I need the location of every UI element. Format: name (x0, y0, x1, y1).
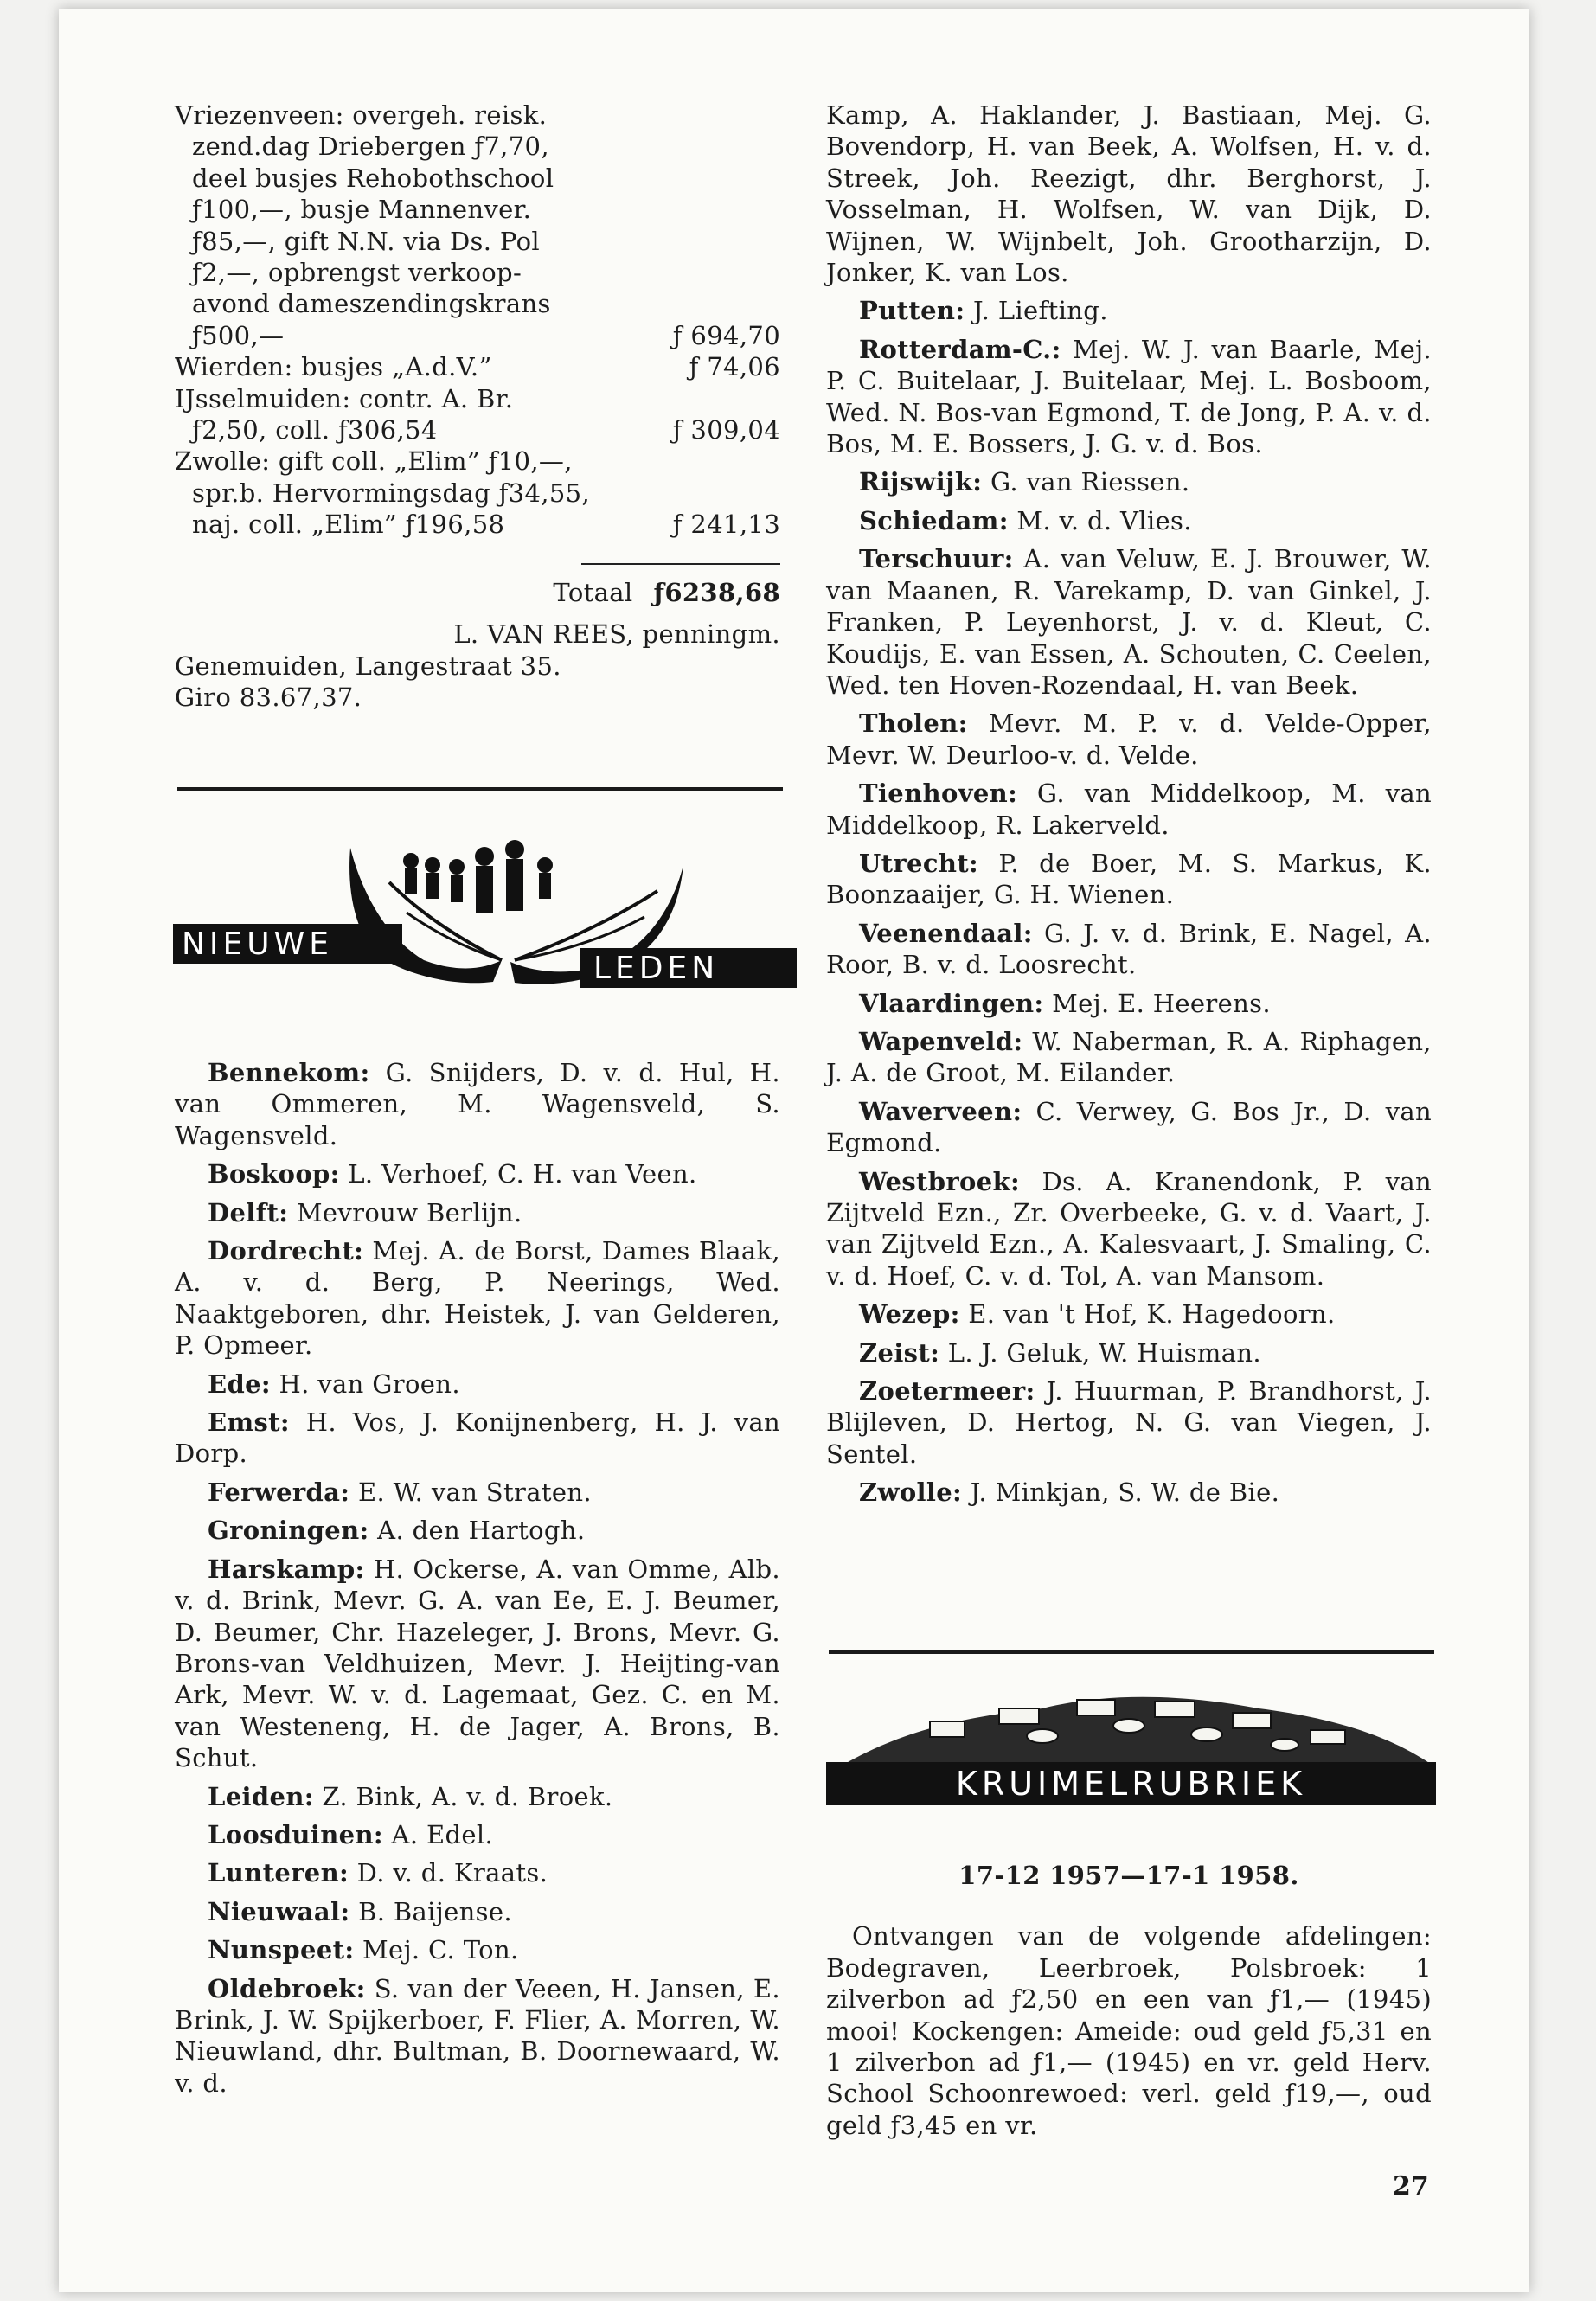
member-entry (826, 988, 1432, 1019)
kruimelrubriek-banner (826, 1682, 1440, 1812)
member-names: W. Naberman, R. A. Riphagen, J. A. de Groot, M. Eilander. (826, 1026, 1432, 1088)
donation-line: ƒ2,—, opbrengst verkoop- (192, 258, 522, 288)
member-entry (175, 1857, 780, 1888)
donation-amount: ƒ 309,04 (672, 415, 780, 445)
right-column (826, 99, 1432, 1516)
member-entry (826, 1026, 1432, 1089)
donation-line: deel busjes Rehobothschool (192, 163, 554, 193)
member-names: S. van der Veeen, H. Jansen, E. Brink, J. W. Spijkerboer, F. Flier, A. Morren, W. Nieuwland, dhr. Bultman, B. Doornewaard, W. v. d. (175, 1973, 780, 2098)
member-entry (175, 1477, 780, 1508)
member-names: Mevrouw Berlijn. (296, 1197, 522, 1227)
member-entry (826, 1375, 1432, 1470)
member-place: Boskoop: (208, 1159, 340, 1189)
member-names: M. v. d. Vlies. (1016, 505, 1192, 535)
member-entry (826, 543, 1432, 701)
member-place: Zeist: (859, 1337, 940, 1368)
member-place: Nieuwaal: (208, 1896, 350, 1926)
member-place: Harskamp: (208, 1554, 365, 1584)
new-members-list-right (826, 295, 1432, 1508)
donation-amount-row (175, 320, 780, 351)
total-rule (581, 563, 780, 574)
coins-pile-illustration (826, 1682, 1440, 1769)
member-names: G. J. v. d. Brink, E. Nagel, A. Roor, B. v. d. Loosrecht. (826, 918, 1432, 980)
member-entry (826, 466, 1432, 497)
donation-line: ƒ85,—, gift N.N. via Ds. Pol (192, 226, 541, 256)
member-entry (175, 1819, 780, 1850)
member-place: Veenendaal: (859, 918, 1033, 948)
member-names: Mej. C. Ton. (362, 1935, 519, 1965)
banner-label-kruimelrubriek: KRUIMELRUBRIEK (826, 1762, 1436, 1805)
donation-line: spr.b. Hervormingsdag ƒ34,55, (192, 478, 591, 508)
donation-entry (175, 383, 780, 446)
donation-line: Vriezenveen: overgeh. reisk. (175, 100, 548, 130)
donation-line: IJsselmuiden: contr. A. Br. (175, 383, 514, 413)
donation-entry (175, 445, 780, 540)
member-names: Ds. A. Kranendonk, P. van Zijtveld Ezn., Zr. Overbeeke, G. v. d. Vaart, J. van Zijtveld Ezn., A. Kalesvaart, J. Smaling, C. v. d. Hoef, C. v. d. Tol, A. van Mansom. (826, 1166, 1432, 1291)
member-names: J. Minkjan, S. W. de Bie. (970, 1477, 1280, 1508)
member-entry (826, 1166, 1432, 1292)
left-column (175, 99, 780, 713)
section-divider-right (829, 1650, 1434, 1654)
section-divider-left (177, 787, 783, 791)
banner-label-leden: LEDEN (580, 948, 797, 988)
kruimelrubriek-section (826, 1860, 1432, 2141)
donation-line: ƒ2,50, coll. ƒ306,54 (192, 415, 438, 445)
donations-list (175, 99, 780, 541)
member-entry (826, 708, 1432, 771)
donation-line: ƒ100,—, busje Mannenver. (192, 195, 532, 225)
donation-amount-row (175, 414, 780, 445)
donation-amount-row (175, 351, 780, 382)
treasurer-address: Genemuiden, Langestraat 35. (175, 651, 561, 681)
member-names: H. Vos, J. Konijnenberg, H. J. van Dorp. (175, 1407, 780, 1469)
member-entry (826, 1298, 1432, 1330)
member-names: J. Liefting. (972, 296, 1108, 326)
member-names: E. van 't Hof, K. Hagedoorn. (968, 1299, 1336, 1330)
member-place: Wezep: (859, 1299, 960, 1330)
member-entry (175, 1781, 780, 1812)
banner-label-nieuwe: NIEUWE (173, 924, 402, 964)
donation-amount: ƒ 74,06 (689, 352, 780, 382)
member-entry (826, 334, 1432, 460)
member-place: Groningen: (208, 1516, 369, 1546)
member-place: Oldebroek: (208, 1973, 366, 2003)
member-entry (175, 1973, 780, 2099)
member-names: E. W. van Straten. (357, 1477, 592, 1507)
kruimelrubriek-text: Ontvangen van de volgende afdelingen: Bodegraven, Leerbroek, Polsbroek: 1 zilverbon ad ƒ2,50 en een van ƒ1,— (1945) mooi! Kockengen: Ameide: oud geld ƒ5,31 en 1 zilverbon ad ƒ1,— (1945) en vr. geld Herv. School Schoonrewoed: verl. geld ƒ19,—, oud geld ƒ3,45 en vr. (826, 1921, 1432, 2140)
member-place: Leiden: (208, 1781, 314, 1811)
member-names: L. J. Geluk, W. Huisman. (947, 1337, 1261, 1368)
member-place: Rijswijk: (859, 467, 983, 497)
treasurer-giro: Giro 83.67,37. (175, 682, 362, 712)
member-place: Putten: (859, 296, 965, 326)
member-entry (175, 1158, 780, 1189)
member-names: D. v. d. Kraats. (356, 1858, 548, 1888)
member-entry (826, 778, 1432, 841)
member-place: Dordrecht: (208, 1236, 364, 1266)
member-entry (826, 1337, 1432, 1368)
donation-amount: ƒ 694,70 (672, 320, 780, 350)
member-names: A. Edel. (391, 1819, 494, 1849)
nieuwe-leden-banner (173, 830, 787, 1012)
member-place: Ferwerda: (208, 1477, 350, 1507)
member-place: Wapenveld: (859, 1026, 1023, 1056)
member-entry (175, 1934, 780, 1965)
member-entry (175, 1896, 780, 1927)
donation-line: naj. coll. „Elim” ƒ196,58 (192, 510, 505, 540)
donation-line: avond dameszendingskrans (192, 289, 551, 319)
member-place: Rotterdam-C.: (859, 334, 1061, 364)
member-place: Terschuur: (859, 544, 1014, 574)
member-entry (826, 848, 1432, 911)
member-place: Loosduinen: (208, 1819, 383, 1849)
member-names: Z. Bink, A. v. d. Broek. (322, 1781, 613, 1811)
member-names: L. Verhoef, C. H. van Veen. (348, 1159, 697, 1189)
member-names: B. Baijense. (358, 1896, 512, 1926)
member-names: Mej. E. Heerens. (1052, 988, 1271, 1018)
member-place: Tholen: (859, 708, 968, 739)
member-place: Nunspeet: (208, 1935, 355, 1965)
member-names: G. Snijders, D. v. d. Hul, H. van Ommeren, M. Wagensveld, S. Wagensveld. (175, 1058, 780, 1150)
kruimelrubriek-date: 17-12 1957—17-1 1958. (958, 1861, 1299, 1890)
member-entry (826, 1096, 1432, 1159)
treasurer-signature: L. VAN REES, penningm. (453, 619, 780, 650)
member-place: Waverveen: (859, 1096, 1022, 1126)
donation-line: Wierden: busjes „A.d.V.” (175, 352, 492, 382)
donation-line: ƒ500,— (192, 320, 285, 350)
page-number: 27 (1393, 2171, 1429, 2202)
member-entry (175, 1515, 780, 1546)
member-place: Zoetermeer: (859, 1376, 1035, 1407)
donation-amount: ƒ 241,13 (672, 510, 780, 540)
member-names: H. van Groen. (279, 1368, 460, 1399)
member-entry (175, 1407, 780, 1470)
member-names: C. Verwey, G. Bos Jr., D. van Egmond. (826, 1096, 1432, 1158)
member-entry (826, 505, 1432, 536)
member-entry (175, 1554, 780, 1774)
member-entry (826, 1477, 1432, 1508)
new-members-list-left (175, 1057, 780, 2099)
member-names: P. de Boer, M. S. Markus, K. Boonzaaijer, G. H. Wienen. (826, 848, 1433, 910)
member-names: A. den Hartogh. (377, 1516, 586, 1546)
member-place: Delft: (208, 1197, 289, 1227)
member-names: Mej. A. de Borst, Dames Blaak, A. v. d. Berg, P. Neerings, Wed. Naaktgeboren, dhr. Heistek, J. van Gelderen, P. Opmeer. (175, 1236, 780, 1361)
member-place: Bennekom: (208, 1058, 370, 1087)
total-label: Totaal (553, 577, 633, 607)
member-place: Schiedam: (859, 505, 1009, 535)
total-row (175, 577, 780, 608)
member-names: Mevr. M. P. v. d. Velde-Opper, Mevr. W. Deurloo-v. d. Velde. (826, 708, 1433, 770)
member-place: Zwolle: (859, 1477, 963, 1508)
total-value: ƒ6238,68 (653, 577, 780, 607)
donation-line: Zwolle: gift coll. „Elim” ƒ10,—, (175, 446, 573, 477)
member-names: G. van Middelkoop, M. van Middelkoop, R. Lakerveld. (826, 779, 1432, 840)
member-place: Emst: (208, 1407, 290, 1438)
member-place: Utrecht: (859, 848, 979, 878)
member-entry (826, 918, 1432, 981)
member-place: Westbroek: (859, 1166, 1021, 1196)
member-place: Ede: (208, 1368, 271, 1399)
donation-entry (175, 99, 780, 351)
member-place: Vlaardingen: (859, 988, 1044, 1018)
member-place: Lunteren: (208, 1858, 349, 1888)
new-members-left (175, 1057, 780, 2106)
member-place: Tienhoven: (859, 779, 1018, 809)
member-entry (175, 1235, 780, 1362)
donation-line: zend.dag Driebergen ƒ7,70, (192, 131, 549, 162)
member-names: Mej. W. J. van Baarle, Mej. P. C. Buitelaar, J. Buitelaar, Mej. L. Bosboom, Wed. N. Bos-van Egmond, T. de Jong, P. A. v. d. Bos, M. E. Bossers, J. G. v. d. Bos. (826, 334, 1433, 459)
member-entry (175, 1197, 780, 1228)
member-names: G. van Riessen. (990, 467, 1190, 497)
member-entry (826, 295, 1432, 326)
member-entry (175, 1057, 780, 1151)
member-names: J. Huurman, P. Brandhorst, J. Blijleven, D. Hertog, N. G. van Viegen, J. Sentel. (826, 1376, 1432, 1469)
member-entry (175, 1368, 780, 1400)
member-names: A. van Veluw, E. J. Brouwer, W. van Maanen, R. Varekamp, D. van Ginkel, J. Franken, P. Leyenhorst, J. v. d. Kleut, C. Koudijs, E. van Essen, A. Schouten, C. Ceelen, Wed. ten Hoven-Rozendaal, H. van Beek. (826, 544, 1432, 700)
donation-amount-row (175, 509, 780, 540)
donation-entry (175, 351, 780, 382)
member-names: H. Ockerse, A. van Omme, Alb. v. d. Brink, Mevr. G. A. van Ee, E. J. Beumer, D. Beumer, Chr. Hazeleger, J. Brons, Mevr. G. Brons-van Veldhuizen, Mevr. J. Heijting-van Ark, Mevr. W. v. d. Lagemaat, Gez. C. en M. van Westeneng, H. de Jager, A. Brons, B. Schut. (175, 1554, 780, 1773)
members-continued: Kamp, A. Haklander, J. Bastiaan, Mej. G. Bovendorp, H. van Beek, A. Wolfsen, H. v. d. Streek, Joh. Reezigt, dhr. Berghorst, J. Vosselman, H. Wolfsen, W. van Dijk, D. Wijnen, W. Wijnbelt, Joh. Grootharzijn, D. Jonker, K. van Los. (826, 100, 1432, 288)
